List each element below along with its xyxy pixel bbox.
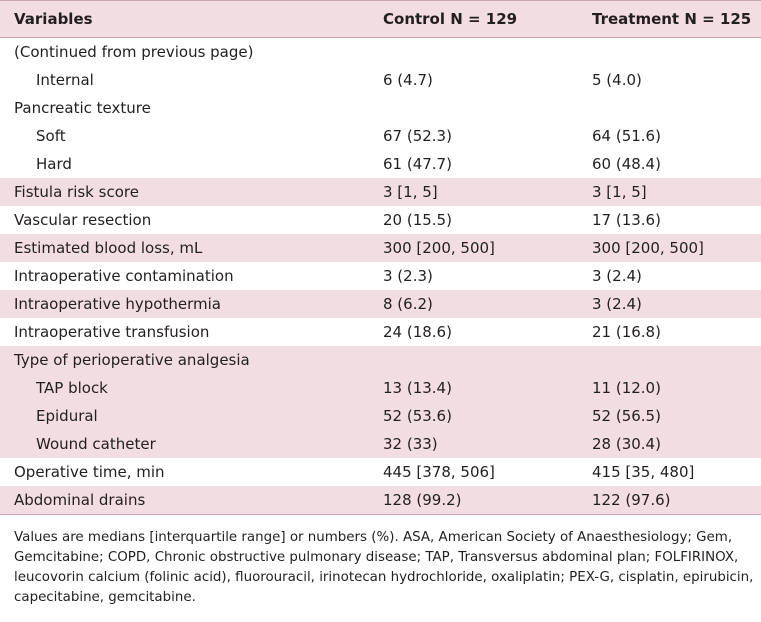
row-treatment-value: 3 [1, 5]: [592, 183, 647, 201]
table-row: [0, 38, 761, 66]
row-treatment-value: 415 [35, 480]: [592, 463, 695, 481]
row-treatment-value: 52 (56.5): [592, 407, 661, 425]
header-treatment: Treatment N = 125: [592, 10, 752, 28]
row-label: Estimated blood loss, mL: [14, 239, 203, 257]
table-row: [0, 430, 761, 458]
table-row: [0, 94, 761, 122]
table-row: [0, 66, 761, 94]
row-treatment-value: 17 (13.6): [592, 211, 661, 229]
row-label: Pancreatic texture: [14, 99, 151, 117]
table-row: [0, 122, 761, 150]
row-label: Hard: [36, 155, 72, 173]
row-control-value: 8 (6.2): [383, 295, 433, 313]
row-treatment-value: 5 (4.0): [592, 71, 642, 89]
table-bottom-rule: [0, 514, 761, 515]
row-control-value: 300 [200, 500]: [383, 239, 495, 257]
row-treatment-value: 21 (16.8): [592, 323, 661, 341]
table-header-row: [0, 0, 761, 38]
table-row: [0, 486, 761, 514]
row-label: Epidural: [36, 407, 98, 425]
table-row: [0, 150, 761, 178]
row-label: Abdominal drains: [14, 491, 146, 509]
table-row: [0, 374, 761, 402]
row-treatment-value: 11 (12.0): [592, 379, 661, 397]
table-body: [0, 38, 761, 514]
row-control-value: 445 [378, 506]: [383, 463, 495, 481]
row-control-value: 61 (47.7): [383, 155, 452, 173]
row-control-value: 24 (18.6): [383, 323, 452, 341]
table-row: [0, 234, 761, 262]
row-label: Fistula risk score: [14, 183, 139, 201]
row-label: (Continued from previous page): [14, 43, 254, 61]
row-label: Intraoperative hypothermia: [14, 295, 221, 313]
row-treatment-value: 28 (30.4): [592, 435, 661, 453]
table-row: [0, 262, 761, 290]
row-label: TAP block: [36, 379, 108, 397]
row-control-value: 6 (4.7): [383, 71, 433, 89]
row-treatment-value: 3 (2.4): [592, 267, 642, 285]
row-label: Wound catheter: [36, 435, 156, 453]
row-label: Intraoperative contamination: [14, 267, 234, 285]
row-control-value: 32 (33): [383, 435, 438, 453]
row-control-value: 67 (52.3): [383, 127, 452, 145]
row-treatment-value: 60 (48.4): [592, 155, 661, 173]
row-label: Internal: [36, 71, 94, 89]
row-label: Vascular resection: [14, 211, 152, 229]
table-row: [0, 178, 761, 206]
table-footnote: Values are medians [interquartile range] or numbers (%). ASA, American Society of Anaesthesiology; Gem, Gemcitabine; COPD, Chronic obstructive pulmonary disease; TAP, Transversus abdominal plan; FOLFIRINOX, leucovorin calcium (folinic acid), fluorouracil, irinotecan hydrochloride, oxaliplatin; PEX-G, cisplatin, epirubicin, capecitabine, gemcitabine.: [14, 530, 754, 605]
header-control: Control N = 129: [383, 10, 518, 28]
table-row: [0, 290, 761, 318]
row-control-value: 20 (15.5): [383, 211, 452, 229]
table-row: [0, 206, 761, 234]
row-label: Intraoperative transfusion: [14, 323, 210, 341]
table-row: [0, 458, 761, 486]
row-control-value: 3 (2.3): [383, 267, 433, 285]
table-row: [0, 346, 761, 374]
row-control-value: 128 (99.2): [383, 491, 462, 509]
row-treatment-value: 122 (97.6): [592, 491, 671, 509]
row-treatment-value: 64 (51.6): [592, 127, 661, 145]
header-variables: Variables: [14, 10, 93, 28]
row-treatment-value: 3 (2.4): [592, 295, 642, 313]
table-row: [0, 402, 761, 430]
row-control-value: 3 [1, 5]: [383, 183, 438, 201]
row-control-value: 52 (53.6): [383, 407, 452, 425]
row-control-value: 13 (13.4): [383, 379, 452, 397]
row-label: Type of perioperative analgesia: [14, 351, 250, 369]
row-treatment-value: 300 [200, 500]: [592, 239, 704, 257]
table-row: [0, 318, 761, 346]
row-label: Operative time, min: [14, 463, 165, 481]
row-label: Soft: [36, 127, 66, 145]
